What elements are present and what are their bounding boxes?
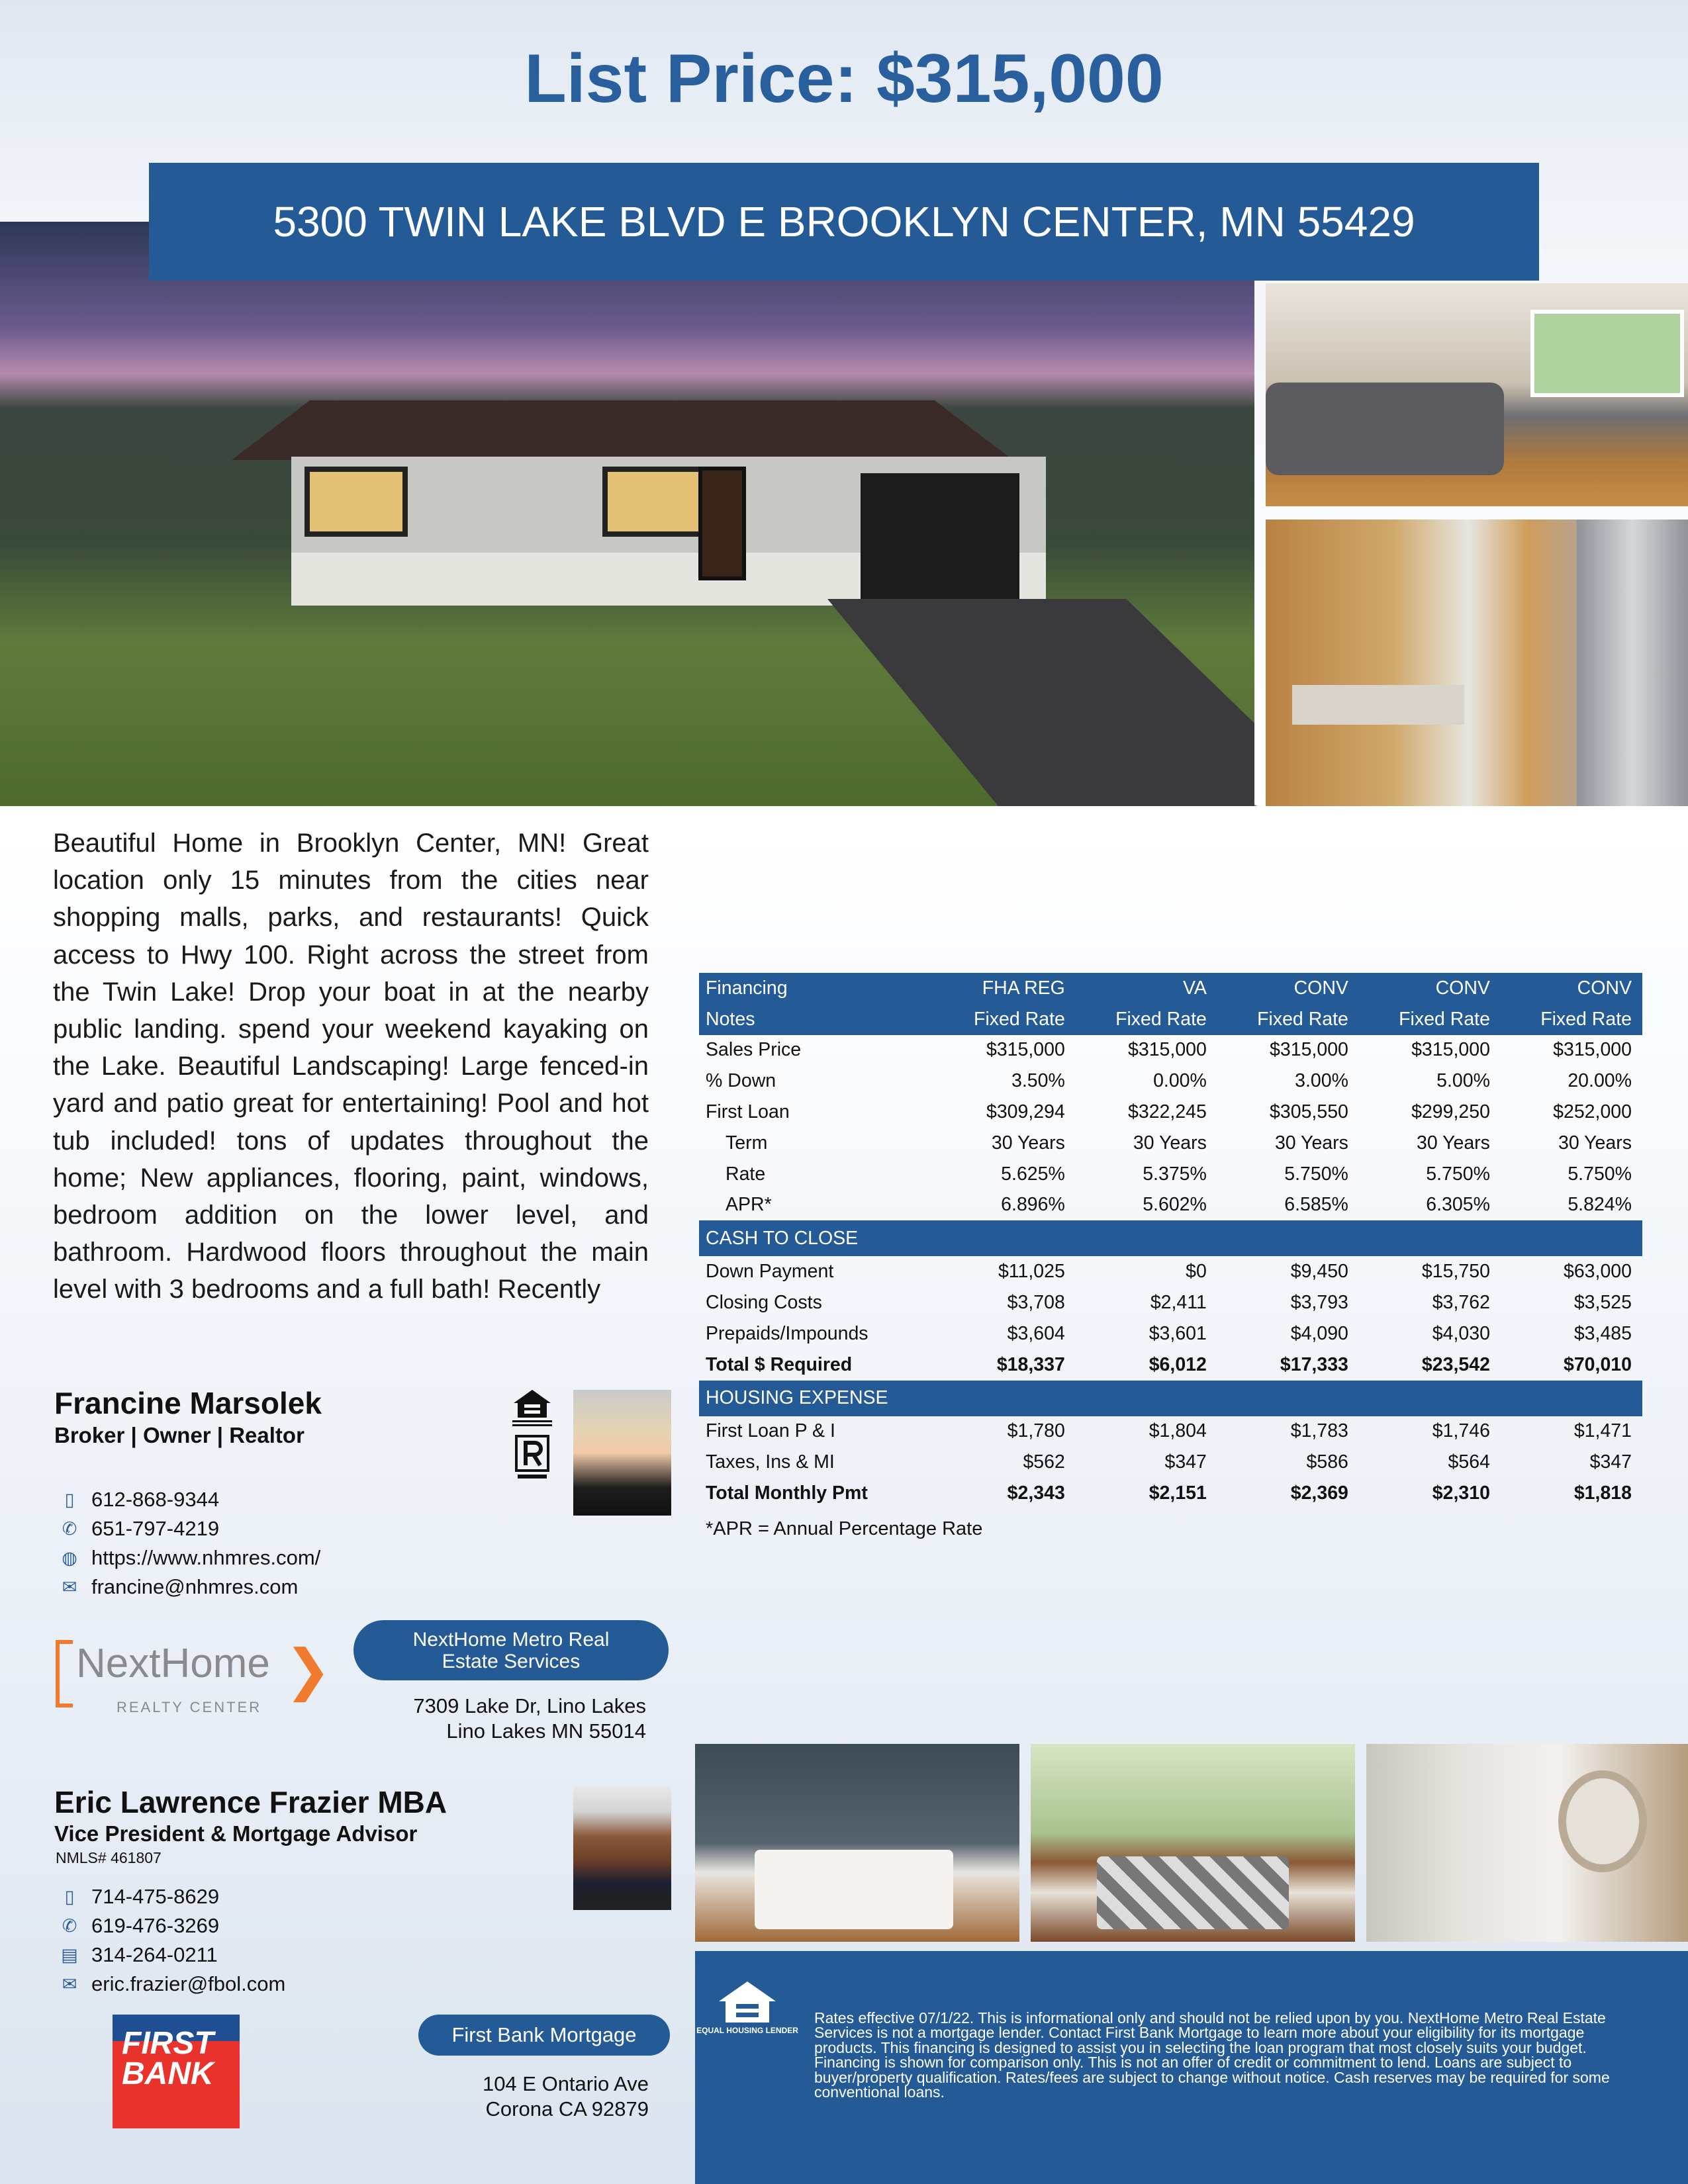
- housing-expense-value: $1,746: [1432, 1420, 1490, 1442]
- loan-label: % Down: [706, 1070, 776, 1092]
- loan-label: First Loan: [706, 1101, 790, 1123]
- agent-email-address[interactable]: francine@nhmres.com: [91, 1575, 299, 1598]
- cash-to-close-value: $11,025: [998, 1261, 1065, 1283]
- first-bank-logo: [113, 2015, 240, 2128]
- loan-label: APR*: [726, 1194, 772, 1216]
- housing-expense-value: $1,804: [1149, 1420, 1207, 1442]
- cash-to-close-value: $3,525: [1573, 1292, 1632, 1314]
- first-bank-mortgage-pill: First Bank Mortgage: [418, 2015, 670, 2056]
- loan-value: 5.824%: [1568, 1194, 1632, 1216]
- loan-value: 5.750%: [1426, 1163, 1490, 1185]
- loan-row: [699, 1035, 1642, 1066]
- loan-value: $315,000: [1128, 1039, 1207, 1061]
- financing-header-cell: Fixed Rate: [1076, 1004, 1217, 1035]
- cash-to-close-value: $3,708: [1007, 1292, 1065, 1314]
- loan-row: [699, 1159, 1642, 1190]
- list-price-heading: List Price: $315,000: [524, 40, 1164, 117]
- mobile-phone-icon: ▯: [64, 1886, 75, 1907]
- brokerage-address-line: 7309 Lake Dr, Lino Lakes: [413, 1694, 646, 1717]
- financing-header-cell: Financing: [699, 973, 934, 1004]
- nexthome-bracket-icon: [56, 1640, 73, 1707]
- cash-to-close-value: $23,542: [1421, 1353, 1490, 1375]
- housing-rows: [699, 1416, 1642, 1509]
- financing-header-row: [699, 1004, 1642, 1035]
- loan-officer-fax[interactable]: [53, 1940, 285, 1970]
- housing-expense-value: $1,783: [1290, 1420, 1348, 1442]
- loan-officer-nmls: NMLS# 461807: [56, 1849, 162, 1866]
- cash-to-close-value: $70,010: [1563, 1353, 1632, 1375]
- cash-to-close-value: $17,333: [1280, 1353, 1348, 1375]
- financing-header-cell: CONV: [1359, 973, 1501, 1004]
- kitchen-counter: [1292, 685, 1464, 725]
- loan-value: 3.00%: [1295, 1070, 1348, 1092]
- cash-to-close-value: $3,762: [1432, 1292, 1490, 1314]
- driveway: [827, 599, 1254, 806]
- loan-label: Sales Price: [706, 1039, 802, 1061]
- cash-to-close-value: $4,030: [1432, 1322, 1490, 1344]
- loan-value: 30 Years: [1558, 1132, 1632, 1154]
- equal-housing-lender-text: EQUAL HOUSING LENDER: [696, 2026, 798, 2035]
- bedroom-photo: [1031, 1744, 1355, 1942]
- loan-value: 6.585%: [1284, 1194, 1348, 1216]
- housing-expense-label: Taxes, Ins & MI: [706, 1451, 835, 1473]
- loan-value: $315,000: [1411, 1039, 1490, 1061]
- loan-value: 5.750%: [1284, 1163, 1348, 1185]
- loan-value: 20.00%: [1568, 1070, 1632, 1092]
- loan-value: $322,245: [1128, 1101, 1207, 1123]
- cash-to-close-row: [699, 1287, 1642, 1318]
- cash-to-close-value: $3,485: [1573, 1322, 1632, 1344]
- house-window: [305, 467, 408, 537]
- mobile-phone-icon: ▯: [64, 1489, 75, 1510]
- loan-value: 30 Years: [1274, 1132, 1348, 1154]
- housing-expense-label: First Loan P & I: [706, 1420, 835, 1442]
- bed: [1097, 1856, 1289, 1929]
- agent-website[interactable]: [53, 1543, 320, 1572]
- loan-rows: [699, 1035, 1642, 1221]
- apr-footnote: *APR = Annual Percentage Rate: [706, 1518, 983, 1539]
- housing-expense-value: $1,818: [1573, 1482, 1632, 1504]
- housing-expense-value: $586: [1306, 1451, 1348, 1473]
- agent-title: Broker | Owner | Realtor: [54, 1423, 305, 1447]
- housing-expense-value: $2,310: [1432, 1482, 1490, 1504]
- loan-value: 5.625%: [1001, 1163, 1065, 1185]
- cash-to-close-label: Down Payment: [706, 1261, 834, 1283]
- housing-expense-value: $562: [1023, 1451, 1065, 1473]
- loan-value: $315,000: [1553, 1039, 1632, 1061]
- loan-value: $315,000: [986, 1039, 1065, 1061]
- cash-to-close-row: [699, 1256, 1642, 1287]
- financing-header-cell: VA: [1076, 973, 1217, 1004]
- cash-to-close-value: $18,337: [996, 1353, 1065, 1375]
- loan-value: 6.305%: [1426, 1194, 1490, 1216]
- loan-value: 30 Years: [1416, 1132, 1490, 1154]
- cash-to-close-row: [699, 1318, 1642, 1349]
- loan-officer-headshot: [573, 1787, 671, 1910]
- housing-expense-value: $2,369: [1290, 1482, 1348, 1504]
- agent-mobile-number: 612-868-9344: [91, 1488, 220, 1511]
- loan-value: $309,294: [986, 1101, 1065, 1123]
- first-bank-logo-text: BANK: [122, 2056, 214, 2091]
- loan-officer-email[interactable]: [53, 1970, 285, 1999]
- cash-to-close-label: Closing Costs: [706, 1292, 822, 1314]
- equal-housing-lender-icon: [696, 1979, 798, 2045]
- cash-to-close-label: Prepaids/Impounds: [706, 1322, 868, 1344]
- financing-header-cell: Fixed Rate: [1501, 1004, 1642, 1035]
- loan-value: $252,000: [1553, 1101, 1632, 1123]
- agent-email[interactable]: [53, 1572, 320, 1602]
- financing-header-cell: Fixed Rate: [1359, 1004, 1501, 1035]
- first-bank-address-line: 104 E Ontario Ave: [482, 2072, 649, 2095]
- cash-to-close-value: $4,090: [1290, 1322, 1348, 1344]
- refrigerator: [1577, 520, 1688, 806]
- living-room-photo: [1266, 283, 1688, 506]
- bathroom-photo: [1366, 1744, 1688, 1942]
- loan-officer-fax-number: 314-264-0211: [91, 1943, 218, 1966]
- first-bank-logo-text: FIRST: [122, 2026, 214, 2061]
- financing-section-header: [699, 1220, 1642, 1256]
- cash-to-close-value: $15,750: [1421, 1261, 1490, 1283]
- phone-icon: ✆: [62, 1915, 77, 1936]
- loan-officer-title: Vice President & Mortgage Advisor: [54, 1821, 418, 1846]
- agent-headshot: [573, 1390, 671, 1516]
- sofa: [1266, 383, 1504, 475]
- brokerage-name-line: Estate Services: [442, 1650, 581, 1672]
- housing-expense-row: [699, 1478, 1642, 1509]
- phone-icon: ✆: [62, 1518, 77, 1539]
- agent-contact-list: [53, 1485, 320, 1602]
- cash-to-close-value: $3,604: [1007, 1322, 1065, 1344]
- nexthome-arrow-icon: ❯: [285, 1639, 332, 1701]
- cash-to-close-row: [699, 1349, 1642, 1381]
- loan-officer-phone-number: 619-476-3269: [91, 1914, 220, 1937]
- agent-phone[interactable]: [53, 1514, 320, 1543]
- house-front-door: [698, 467, 746, 580]
- living-room-window: [1530, 310, 1684, 397]
- property-description: Beautiful Home in Brooklyn Center, MN! Great location only 15 minutes from the cities near shopping malls, parks, and restaurants! Quick access to Hwy 100. Right across the street from the Twin Lake! Drop your boat in at the nearby public landing. spend your weekend kayaking on the Lake. Beautiful Landscaping! Large fenced-in yard and patio great for entertaining! Pool and hot tub included! tons of updates throughout the home; New appliances, flooring, paint, windows, bedroom addition on the lower level, and bathroom. Hardwood floors throughout the main level with 3 bedrooms and a full bath! Recently: [53, 829, 649, 1304]
- email-icon: ✉: [62, 1576, 77, 1597]
- loan-value: 30 Years: [991, 1132, 1065, 1154]
- financing-header-cell: FHA REG: [934, 973, 1076, 1004]
- housing-expense-value: $564: [1448, 1451, 1490, 1473]
- financing-section-header: [699, 1381, 1642, 1416]
- cash-rows: [699, 1256, 1642, 1380]
- housing-expense-value: $2,343: [1007, 1482, 1065, 1504]
- agent-phone-number: 651-797-4219: [91, 1517, 220, 1540]
- cash-to-close-value: $63,000: [1563, 1261, 1632, 1283]
- loan-value: 5.375%: [1143, 1163, 1207, 1185]
- nexthome-logo-subtext: REALTY CENTER: [117, 1699, 262, 1715]
- housing-expense-label: Total Monthly Pmt: [706, 1482, 868, 1504]
- loan-row: [699, 1097, 1642, 1128]
- loan-label: Term: [726, 1132, 768, 1154]
- cash-to-close-heading: CASH TO CLOSE: [699, 1220, 1642, 1256]
- housing-expense-value: $347: [1589, 1451, 1632, 1473]
- brokerage-name-pill: [353, 1620, 669, 1680]
- loan-row: [699, 1190, 1642, 1221]
- financing-header-cell: Fixed Rate: [934, 1004, 1076, 1035]
- loan-officer-contact-list: [53, 1882, 285, 1999]
- housing-expense-row: [699, 1447, 1642, 1478]
- financing-header-cell: CONV: [1217, 973, 1359, 1004]
- loan-officer-email-address[interactable]: eric.frazier@fbol.com: [91, 1972, 286, 1995]
- realtor-r-icon: [515, 1435, 549, 1481]
- loan-officer-phone[interactable]: [53, 1911, 285, 1940]
- loan-value: $305,550: [1270, 1101, 1348, 1123]
- brokerage-address-line: Lino Lakes MN 55014: [446, 1719, 646, 1743]
- housing-expense-value: $2,151: [1149, 1482, 1207, 1504]
- loan-officer-mobile-number: 714-475-8629: [91, 1885, 220, 1908]
- loan-label: Rate: [726, 1163, 766, 1185]
- loan-value: 0.00%: [1153, 1070, 1207, 1092]
- cash-to-close-value: $9,450: [1290, 1261, 1348, 1283]
- financing-header-row: [699, 973, 1642, 1004]
- financing-table: [699, 973, 1642, 1509]
- address-banner: [149, 163, 1539, 281]
- house-roof: [232, 400, 1013, 460]
- loan-value: 30 Years: [1133, 1132, 1207, 1154]
- bed: [755, 1850, 953, 1929]
- equal-housing-opportunity-icon: [511, 1388, 553, 1428]
- brokerage-address: [357, 1694, 646, 1744]
- cash-to-close-label: Total $ Required: [706, 1353, 853, 1375]
- loan-value: 5.750%: [1568, 1163, 1632, 1185]
- financing-header-cell: Fixed Rate: [1217, 1004, 1359, 1035]
- garage-door: [861, 473, 1019, 606]
- property-address: 5300 TWIN LAKE BLVD E BROOKLYN CENTER, MN 55429: [273, 198, 1415, 246]
- agent-website-link[interactable]: https://www.nhmres.com/: [91, 1546, 321, 1569]
- loan-row: [699, 1128, 1642, 1159]
- financing-header-cell: CONV: [1501, 973, 1642, 1004]
- house-exterior-photo: [0, 222, 1254, 806]
- email-icon: ✉: [62, 1974, 77, 1994]
- housing-expense-value: $1,471: [1573, 1420, 1632, 1442]
- first-bank-address: [410, 2071, 649, 2122]
- cash-to-close-value: $2,411: [1150, 1292, 1207, 1314]
- cash-to-close-value: $0: [1186, 1261, 1207, 1283]
- financing-header-cell: Notes: [699, 1004, 934, 1035]
- loan-value: $299,250: [1411, 1101, 1490, 1123]
- housing-expense-row: [699, 1416, 1642, 1447]
- housing-expense-heading: HOUSING EXPENSE: [699, 1381, 1642, 1416]
- fax-icon: ▤: [61, 1944, 78, 1965]
- globe-icon: ◍: [62, 1547, 77, 1568]
- loan-officer-mobile[interactable]: [53, 1882, 285, 1911]
- agent-mobile[interactable]: [53, 1485, 320, 1514]
- disclaimer-text: Rates effective 07/1/22. This is informational only and should not be relied upon by you. NextHome Metro Real Estate Services is not a mortgage lender. Contact First Bank Mortgage to learn more about your eligibility for its mortgage products. This financing is designed to assist you in selecting the loan program that most closely suits your budget. Financing is shown for comparison only. This is not an offer of credit or commitment to lend. Loans are subject to buyer/property qualification. Rates/fees are subject to change without notice. Cash reserves may be required for some conventional loans.: [814, 2009, 1610, 2101]
- loan-value: $315,000: [1270, 1039, 1348, 1061]
- cash-to-close-value: $6,012: [1149, 1353, 1207, 1375]
- loan-officer-name: Eric Lawrence Frazier MBA: [54, 1785, 447, 1819]
- brokerage-name-line: NextHome Metro Real: [412, 1628, 610, 1651]
- loan-value: 5.602%: [1143, 1194, 1207, 1216]
- bathroom-mirror: [1558, 1770, 1647, 1872]
- loan-row: [699, 1066, 1642, 1097]
- cash-to-close-value: $3,601: [1149, 1322, 1207, 1344]
- agent-name: Francine Marsolek: [54, 1386, 322, 1420]
- housing-expense-value: $1,780: [1007, 1420, 1065, 1442]
- kitchen-photo: [1266, 520, 1688, 806]
- loan-value: 3.50%: [1011, 1070, 1065, 1092]
- loan-value: 5.00%: [1436, 1070, 1490, 1092]
- bedroom-photo: [695, 1744, 1019, 1942]
- housing-expense-value: $347: [1164, 1451, 1207, 1473]
- nexthome-logo-text: NextHome: [76, 1641, 270, 1686]
- first-bank-address-line: Corona CA 92879: [485, 2097, 649, 2120]
- loan-value: 6.896%: [1001, 1194, 1065, 1216]
- cash-to-close-value: $3,793: [1290, 1292, 1348, 1314]
